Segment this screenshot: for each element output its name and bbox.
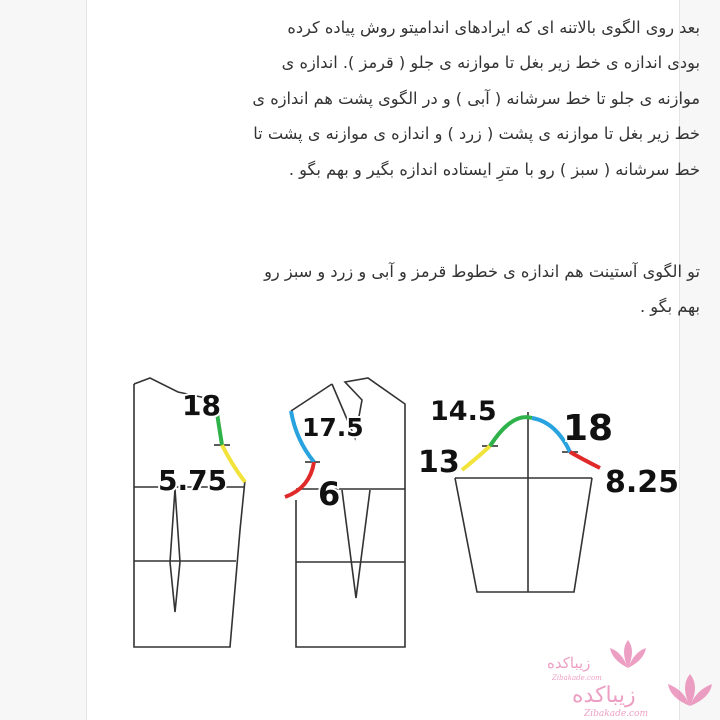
watermark-site: Zibakade.com (552, 674, 602, 682)
front-red-measure: 6 (318, 475, 341, 513)
watermark-site-large: Zibakade.com (584, 709, 649, 719)
watermark-brand-large: زیباکده (572, 683, 636, 708)
sleeve-red-segment (570, 452, 600, 468)
sleeve-yellow-segment (462, 446, 490, 470)
text-line: خط زیر بغل تا موازنه ی پشت ( زرد ) و اندازه ی موازنه ی پشت تا (253, 124, 700, 144)
watermark-brand: زیباکده (547, 654, 591, 672)
sleeve-blue-measure: 18 (563, 408, 614, 449)
front-red-segment (285, 462, 314, 497)
text-line: تو الگوی آستینت هم اندازه ی خطوط قرمز و آبی و زرد و سبز رو (264, 262, 700, 281)
sleeve-green-measure: 14.5 (430, 396, 497, 427)
text-line: بهم بگو . (640, 297, 700, 317)
text-line: موازنه ی جلو تا خط سرشانه ( آبی ) و در الگوی پشت هم اندازه ی (252, 88, 700, 108)
text-line: بودی اندازه ی خط زیر بغل تا موازنه ی جلو ( قرمز ). اندازه ی (281, 53, 700, 73)
sleeve-yellow-measure: 13 (418, 445, 460, 480)
text-line: بعد روی الگوی بالاتنه ای که ایرادهای اندامیتو روش پیاده کرده (287, 18, 700, 37)
text-line: خط سرشانه ( سبز ) رو با مترِ ایستاده اندازه بگیر و بهم بگو . (288, 159, 700, 179)
back-yellow-measure: 5.75 (158, 464, 228, 497)
front-blue-measure: 17.5 (302, 413, 364, 442)
back-green-measure: 18 (182, 389, 221, 422)
watermark (547, 640, 712, 719)
sleeve-red-measure: 8.25 (605, 465, 680, 500)
